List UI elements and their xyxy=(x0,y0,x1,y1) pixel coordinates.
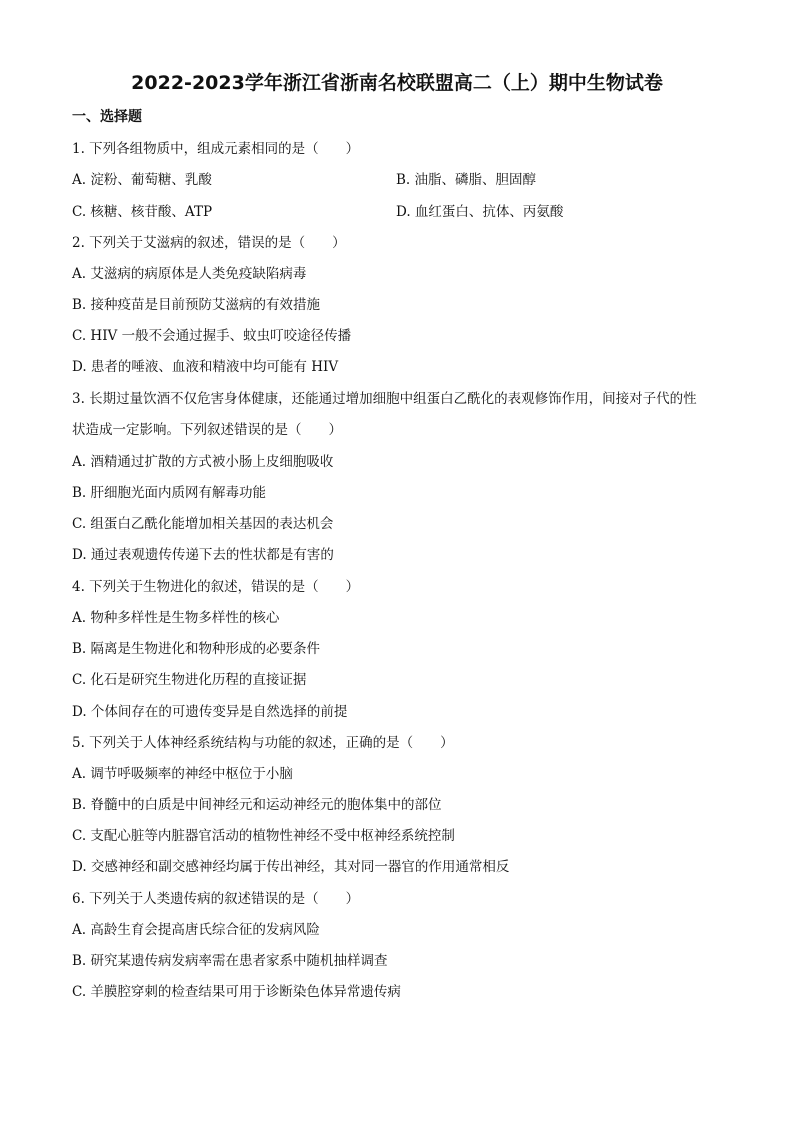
question-3-option-d: D. 通过表观遗传传递下去的性状都是有害的 xyxy=(72,547,334,563)
question-3-stem-line-1: 3. 长期过量饮酒不仅危害身体健康，还能通过增加细胞中组蛋白乙酰化的表观修饰作用，间接对子代的性 xyxy=(72,391,697,407)
question-4-option-a: A. 物种多样性是生物多样性的核心 xyxy=(72,610,280,626)
question-4-option-c: C. 化石是研究生物进化历程的直接证据 xyxy=(72,672,307,688)
question-3-option-c: C. 组蛋白乙酰化能增加相关基因的表达机会 xyxy=(72,516,334,532)
question-1-option-b: B. 油脂、磷脂、胆固醇 xyxy=(396,172,537,188)
question-4-option-b: B. 隔离是生物进化和物种形成的必要条件 xyxy=(72,641,321,657)
question-4-stem: 4. 下列关于生物进化的叙述，错误的是（ ） xyxy=(72,579,360,595)
question-5-option-b: B. 脊髓中的白质是中间神经元和运动神经元的胞体集中的部位 xyxy=(72,797,442,813)
question-1-option-c: C. 核糖、核苷酸、ATP xyxy=(72,204,213,220)
question-6-option-b: B. 研究某遗传病发病率需在患者家系中随机抽样调查 xyxy=(72,953,388,969)
question-6-option-c: C. 羊膜腔穿刺的检查结果可用于诊断染色体异常遗传病 xyxy=(72,984,401,1000)
question-6-option-a: A. 高龄生育会提高唐氏综合征的发病风险 xyxy=(72,922,320,938)
section-heading: 一、选择题 xyxy=(72,109,142,125)
question-5-option-d: D. 交感神经和副交感神经均属于传出神经，其对同一器官的作用通常相反 xyxy=(72,859,510,875)
question-2-option-b: B. 接种疫苗是目前预防艾滋病的有效措施 xyxy=(72,297,321,313)
question-5-option-c: C. 支配心脏等内脏器官活动的植物性神经不受中枢神经系统控制 xyxy=(72,828,455,844)
question-2-option-c: C. HIV 一般不会通过握手、蚊虫叮咬途径传播 xyxy=(72,328,352,344)
page-title: 2022-2023学年浙江省浙南名校联盟高二（上）期中生物试卷 xyxy=(131,72,663,94)
question-1-option-a: A. 淀粉、葡萄糖、乳酸 xyxy=(72,172,212,188)
question-2-option-a: A. 艾滋病的病原体是人类免疫缺陷病毒 xyxy=(72,266,307,282)
question-3-option-b: B. 肝细胞光面内质网有解毒功能 xyxy=(72,485,267,501)
question-1-option-d: D. 血红蛋白、抗体、丙氨酸 xyxy=(396,204,564,220)
question-4-option-d: D. 个体间存在的可遗传变异是自然选择的前提 xyxy=(72,704,348,720)
question-5-option-a: A. 调节呼吸频率的神经中枢位于小脑 xyxy=(72,766,293,782)
question-2-stem: 2. 下列关于艾滋病的叙述，错误的是（ ） xyxy=(72,235,346,251)
question-5-stem: 5. 下列关于人体神经系统结构与功能的叙述，正确的是（ ） xyxy=(72,735,454,751)
question-1-stem: 1. 下列各组物质中，组成元素相同的是（ ） xyxy=(72,141,360,157)
question-3-stem-line-2: 状造成一定影响。下列叙述错误的是（ ） xyxy=(72,422,342,438)
question-3-option-a: A. 酒精通过扩散的方式被小肠上皮细胞吸收 xyxy=(72,454,334,470)
question-2-option-d: D. 患者的唾液、血液和精液中均可能有 HIV xyxy=(72,359,339,375)
question-6-stem: 6. 下列关于人类遗传病的叙述错误的是（ ） xyxy=(72,891,360,907)
